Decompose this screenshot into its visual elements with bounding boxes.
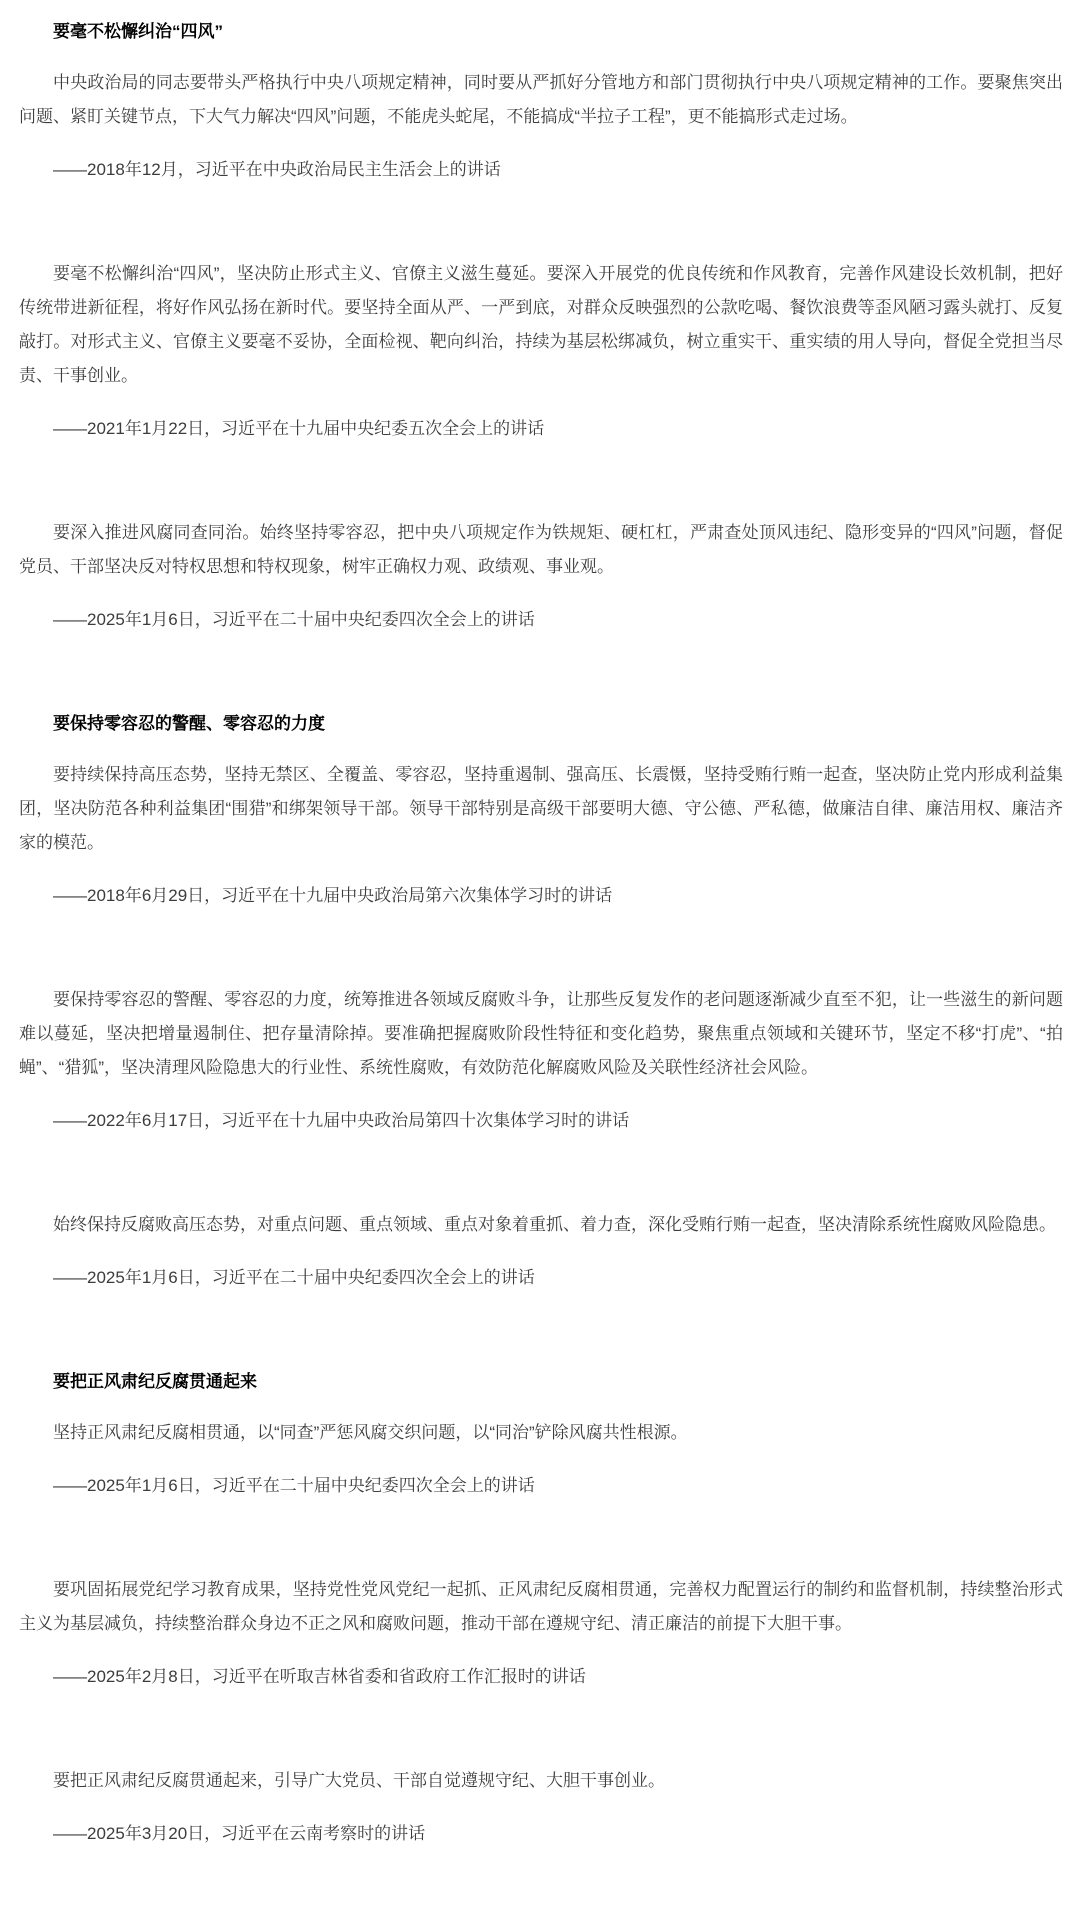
quote-text: 要持续保持高压态势，坚持无禁区、全覆盖、零容忍，坚持重遏制、强高压、长震慑，坚持受贿行贿一起查，坚决防止党内形成利益集团，坚决防范各种利益集团“围猎”和绑架领导干部。领导干部特别是高级干部要明大德、守公德、严私德，做廉洁自律、廉洁用权、廉洁齐家的模范。 [19, 765, 1063, 852]
quote-attribution: ——2025年1月6日，习近平在二十届中央纪委四次全会上的讲话 [53, 1268, 535, 1287]
quote-block [19, 1416, 1063, 1503]
quote-text: 坚持正风肃纪反腐相贯通，以“同查”严惩风腐交织问题，以“同治”铲除风腐共性根源。 [53, 1423, 688, 1442]
quote-attribution: ——2021年1月22日，习近平在十九届中央纪委五次全会上的讲话 [53, 419, 545, 438]
quote-text: 要保持零容忍的警醒、零容忍的力度，统筹推进各领域反腐败斗争，让那些反复发作的老问题逐渐减少直至不犯，让一些滋生的新问题难以蔓延，坚决把增量遏制住、把存量清除掉。要准确把握腐败阶段性特征和变化趋势，聚焦重点领域和关键环节，坚定不移“打虎”、“拍蝇”、“猎狐”，坚决清理风险隐患大的行业性、系统性腐败，有效防范化解腐败风险及关联性经济社会风险。 [19, 990, 1063, 1077]
quote-text: 要深入推进风腐同查同治。始终坚持零容忍，把中央八项规定作为铁规矩、硬杠杠，严肃查处顶风违纪、隐形变异的“四风”问题，督促党员、干部坚决反对特权思想和特权现象，树牢正确权力观、政绩观、事业观。 [19, 523, 1063, 576]
section-heading: 要毫不松懈纠治“四风” [53, 22, 223, 41]
section-heading: 要保持零容忍的警醒、零容忍的力度 [53, 714, 325, 733]
quote-block [19, 983, 1063, 1138]
quote-block [19, 516, 1063, 637]
quote-text: 要毫不松懈纠治“四风”，坚决防止形式主义、官僚主义滋生蔓延。要深入开展党的优良传统和作风教育，完善作风建设长效机制，把好传统带进新征程，将好作风弘扬在新时代。要坚持全面从严、一严到底，对群众反映强烈的公款吃喝、餐饮浪费等歪风陋习露头就打、反复敲打。对形式主义、官僚主义要毫不妥协，全面检视、靶向纠治，持续为基层松绑减负，树立重实干、重实绩的用人导向，督促全党担当尽责、干事创业。 [19, 264, 1063, 385]
quote-text: 要巩固拓展党纪学习教育成果，坚持党性党风党纪一起抓、正风肃纪反腐相贯通，完善权力配置运行的制约和监督机制，持续整治形式主义为基层减负，持续整治群众身边不正之风和腐败问题，推动干部在遵规守纪、清正廉洁的前提下大胆干事。 [19, 1580, 1063, 1633]
section-zero-tolerance [19, 707, 1063, 1295]
quote-text: 要把正风肃纪反腐贯通起来，引导广大党员、干部自觉遵规守纪、大胆干事创业。 [53, 1771, 665, 1790]
quote-attribution: ——2018年6月29日，习近平在十九届中央政治局第六次集体学习时的讲话 [53, 886, 613, 905]
quote-attribution: ——2025年3月20日，习近平在云南考察时的讲话 [53, 1824, 426, 1843]
quote-block [19, 1208, 1063, 1295]
quote-attribution: ——2018年12月，习近平在中央政治局民主生活会上的讲话 [53, 160, 501, 179]
quote-text: 中央政治局的同志要带头严格执行中央八项规定精神，同时要从严抓好分管地方和部门贯彻执行中央八项规定精神的工作。要聚焦突出问题、紧盯关键节点，下大气力解决“四风”问题，不能虎头蛇尾，不能搞成“半拉子工程”，更不能搞形式走过场。 [19, 73, 1063, 126]
section-four-winds [19, 15, 1063, 637]
section-heading: 要把正风肃纪反腐贯通起来 [53, 1372, 257, 1391]
quote-block [19, 66, 1063, 187]
quote-block [19, 1573, 1063, 1694]
quote-attribution: ——2025年1月6日，习近平在二十届中央纪委四次全会上的讲话 [53, 610, 535, 629]
quote-block [19, 1764, 1063, 1851]
quote-block [19, 257, 1063, 446]
quote-block [19, 758, 1063, 913]
section-integrate-discipline-anticorruption [19, 1365, 1063, 1851]
quote-text: 始终保持反腐败高压态势，对重点问题、重点领域、重点对象着重抓、着力查，深化受贿行贿一起查，坚决清除系统性腐败风险隐患。 [53, 1215, 1056, 1234]
quote-attribution: ——2025年1月6日，习近平在二十届中央纪委四次全会上的讲话 [53, 1476, 535, 1495]
quote-attribution: ——2022年6月17日，习近平在十九届中央政治局第四十次集体学习时的讲话 [53, 1111, 630, 1130]
quote-attribution: ——2025年2月8日，习近平在听取吉林省委和省政府工作汇报时的讲话 [53, 1667, 586, 1686]
